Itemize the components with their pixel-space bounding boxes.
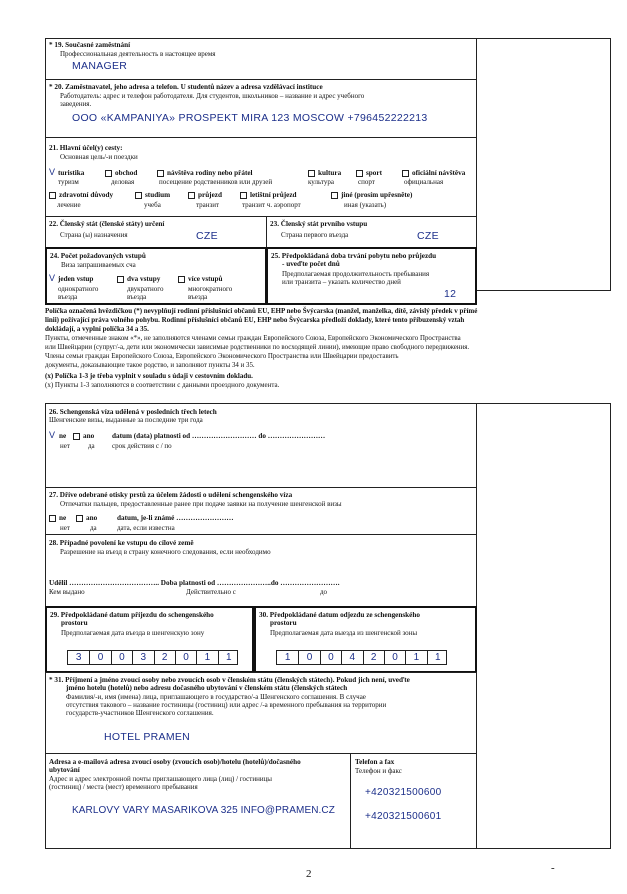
s21-opt-other-ru: иная (указать) bbox=[344, 201, 387, 209]
s21-opt-family: návštěva rodiny nebo přátel bbox=[167, 169, 253, 177]
s30-title1: 30. Předpokládané datum odjezdu ze schengenského bbox=[259, 611, 420, 619]
notice-x-cz: (x) Políčka 1-3 je třeba vyplnit v souladu s údaji v cestovním dokladu. bbox=[45, 372, 253, 380]
s21-opt-business-ru: деловая bbox=[111, 178, 135, 186]
notice-ru-4: документы, доказывающие такое родство, и заполняют пункты 34 и 35. bbox=[45, 362, 255, 369]
s26-no-label: ne bbox=[59, 432, 67, 440]
s24-opt-double: dva vstupy bbox=[127, 275, 161, 283]
s21-family-checkbox[interactable] bbox=[157, 170, 164, 177]
s29-date-digit[interactable]: 2 bbox=[154, 651, 175, 665]
s30-departure-date-field[interactable] bbox=[276, 650, 447, 665]
s25-days-value[interactable]: 12 bbox=[444, 288, 457, 300]
s21-opt-airport-transit: letištní průjezd bbox=[250, 191, 297, 199]
s21-study-checkbox[interactable] bbox=[135, 192, 142, 199]
s21-opt-other: jiné (prosím upřesněte) bbox=[341, 191, 413, 199]
s21-opt-study: studium bbox=[145, 191, 171, 199]
s27-no-label: ne bbox=[59, 514, 67, 522]
s21-opt-medical-ru: лечение bbox=[57, 201, 81, 209]
s29-date-digit[interactable]: 3 bbox=[132, 651, 153, 665]
s24-double-checkbox[interactable] bbox=[117, 276, 124, 283]
official-use-column-lower bbox=[476, 403, 611, 849]
s22-ru: Страна (ы) назначения bbox=[60, 231, 128, 239]
s30-ru: Предполагаемая дата выезда из шенгенской зоны bbox=[270, 629, 418, 637]
s27-no-checkbox[interactable] bbox=[49, 515, 56, 522]
s30-date-digit[interactable]: 1 bbox=[284, 652, 291, 663]
s19-occupation-value[interactable]: MANAGER bbox=[72, 60, 128, 72]
section-22 bbox=[45, 216, 267, 248]
s24-opt-multiple-ru1: многократного bbox=[188, 285, 233, 293]
s26-validity-line[interactable]: datum (data) platnosti od ……………………… do …………………… bbox=[112, 432, 326, 440]
s20-title: * 20. Zaměstnavatel, jeho adresa a telefon. U studentů název a adresa vzdělávací instituce bbox=[49, 83, 323, 91]
s21-opt-sport: sport bbox=[366, 169, 382, 177]
s22-destination-value[interactable]: CZE bbox=[196, 230, 218, 242]
section-21 bbox=[45, 137, 477, 217]
s26-yes-ru: да bbox=[88, 442, 95, 450]
notice-ru-2: или Швейцарии (супруг/-а, дети или экономически зависимые родственники по восходящей линии), имеющие право свободного передвижения. bbox=[45, 344, 470, 351]
s26-ru: Шенгенские визы, выданные за последние три года bbox=[49, 416, 203, 424]
s30-title2: prostoru bbox=[270, 619, 297, 627]
s28-ru: Разрешение на въезд в страну конечного следования, если необходимо bbox=[60, 548, 271, 556]
addr-title2: ubytování bbox=[49, 766, 80, 774]
s26-title: 26. Schengenská víza udělená v posledních třech letech bbox=[49, 408, 217, 416]
s24-opt-double-ru2: въезда bbox=[127, 293, 147, 301]
s20-employer-value[interactable]: ООО «KAMPANIYA» PROSPEKT MIRA 123 MOSCOW +796452222213 bbox=[72, 112, 428, 124]
s21-opt-airport-transit-ru: транзит ч. аэропорт bbox=[242, 201, 301, 209]
s29-date-digit[interactable]: 0 bbox=[89, 651, 110, 665]
addr-value[interactable]: KARLOVY VARY MASARIKOVA 325 INFO@PRAMEN.CZ bbox=[72, 805, 335, 816]
s25-title1: 25. Předpokládaná doba trvání pobytu nebo průjezdu bbox=[271, 252, 437, 260]
s21-medical-checkbox[interactable] bbox=[49, 192, 56, 199]
s25-title2: - uveďte počet dnů bbox=[282, 260, 340, 268]
page-number: 2 bbox=[306, 868, 312, 880]
s21-title: 21. Hlavní účel(y) cesty: bbox=[49, 144, 123, 152]
s28-permit-line[interactable]: Udělil ……………………………….. Doba platnosti od …………………..do ……………………. bbox=[49, 579, 340, 587]
s21-opt-culture-ru: культура bbox=[308, 178, 334, 186]
s24-opt-multiple-ru2: въезда bbox=[188, 293, 208, 301]
phone-value-1[interactable]: +420321500600 bbox=[365, 787, 442, 798]
s27-date-line[interactable]: datum, je-li známé …………………… bbox=[117, 514, 234, 522]
s24-opt-multiple: více vstupů bbox=[188, 275, 223, 283]
section-26 bbox=[45, 403, 477, 488]
s23-first-entry-value[interactable]: CZE bbox=[417, 230, 439, 242]
s31-ru1: Фамилия/-и, имя (имена) лица, приглашающего в государство/-а Шенгенского соглашения. В случае bbox=[66, 693, 366, 701]
s26-yes-checkbox[interactable] bbox=[73, 433, 80, 440]
section-20 bbox=[45, 79, 477, 138]
addr-title1: Adresa a e-mailová adresa zvoucí osoby (zvoucích osob)/hotelu (hotelů)/dočasného bbox=[49, 758, 301, 766]
s31-title1: * 31. Příjmení a jméno zvoucí osoby nebo zvoucích osob v členském státu (členských státech). Pokud jich není, uveďte bbox=[49, 676, 410, 684]
section-29 bbox=[45, 606, 254, 673]
s19-title: * 19. Současné zaměstnání bbox=[49, 41, 131, 49]
phone-title: Telefon a fax bbox=[355, 758, 395, 766]
s30-date-digit[interactable]: 1 bbox=[427, 651, 448, 665]
section-23 bbox=[266, 216, 477, 248]
s25-ru2: или транзита – указать количество дней bbox=[282, 278, 401, 286]
s24-multiple-checkbox[interactable] bbox=[178, 276, 185, 283]
s20-ru1: Работодатель: адрес и телефон работодателя. Для студентов, школьников – название и адрес учебного bbox=[60, 92, 365, 100]
s21-opt-business: obchod bbox=[115, 169, 138, 177]
s24-single-checkbox[interactable]: V bbox=[49, 273, 56, 283]
s21-opt-medical: zdravotní důvody bbox=[59, 191, 114, 199]
s30-date-digit[interactable]: 2 bbox=[363, 651, 384, 665]
s31-ru3: государств-участников Шенгенского соглашения. bbox=[66, 709, 214, 717]
s31-inviting-party-value[interactable]: HOTEL PRAMEN bbox=[104, 731, 191, 743]
s21-airport-transit-checkbox[interactable] bbox=[240, 192, 247, 199]
notice-cz-2: linii) požívající práva volného pohybu. Rodinní příslušníci občanů EU, EHP nebo Švýcarska předloží doklady, které tento příbuzenský vztah bbox=[45, 316, 465, 324]
s29-arrival-date-field[interactable] bbox=[67, 650, 238, 665]
s30-date-digit[interactable]: 1 bbox=[405, 651, 426, 665]
s21-official-checkbox[interactable] bbox=[402, 170, 409, 177]
section-27 bbox=[45, 487, 477, 535]
s27-yes-label: ano bbox=[86, 514, 98, 522]
s21-other-checkbox[interactable] bbox=[331, 192, 338, 199]
s21-tourism-checkbox[interactable]: V bbox=[49, 167, 56, 177]
s24-opt-double-ru1: двукратного bbox=[127, 285, 164, 293]
s19-ru: Профессиональная деятельность в настоящее время bbox=[60, 50, 216, 58]
s30-date-digit[interactable]: 0 bbox=[384, 651, 405, 665]
address-block bbox=[45, 753, 351, 849]
s30-date-digit[interactable]: 0 bbox=[320, 651, 341, 665]
s21-opt-tourism-ru: туризм bbox=[58, 178, 79, 186]
s24-title: 24. Počet požadovaných vstupů bbox=[50, 252, 146, 260]
notice-x-ru: (x) Пункты 1-3 заполняются в соответствии с данными проездного документа. bbox=[45, 381, 280, 389]
s24-ru: Виза запрашиваемых сча bbox=[61, 261, 136, 269]
s28-valid-ru: Действительно с bbox=[186, 588, 236, 596]
s21-opt-sport-ru: спорт bbox=[358, 178, 375, 186]
s24-opt-single: jeden vstup bbox=[58, 275, 94, 283]
s23-title: 23. Členský stát prvního vstupu bbox=[270, 220, 368, 228]
notice-ru-3: Члены семьи граждан Европейского Союза, Европейского Экономического Пространства или Швейцарии предоставить bbox=[45, 353, 399, 360]
notice-cz-3: dokládají, a vyplní políčka 34 a 35. bbox=[45, 325, 149, 333]
section-25 bbox=[266, 247, 477, 305]
notice-cz-1: Políčka označená hvězdičkou (*) nevyplňují rodinní příslušníci občanů EU, EHP nebo Švýcarska (manžel, manželka, dítě, závislý předek v přímé bbox=[45, 307, 478, 315]
s27-yes-ru: да bbox=[90, 524, 97, 532]
s31-title2: jméno hotelu (hotelů) nebo adresu dočasného ubytování v členském státu (členských státech bbox=[66, 684, 348, 692]
s28-issued-ru: Кем выдано bbox=[49, 588, 85, 596]
s30-date-digit[interactable]: 0 bbox=[298, 651, 319, 665]
s28-to-ru: до bbox=[320, 588, 328, 596]
addr-ru2: (гостиниц) / места (мест) временного пребывания bbox=[49, 783, 198, 791]
s26-no-ru: нет bbox=[60, 442, 70, 450]
s20-ru2: заведения. bbox=[60, 100, 92, 108]
s29-date-digit[interactable]: 3 bbox=[75, 652, 82, 663]
s21-opt-transit-ru: транзит bbox=[196, 201, 220, 209]
s26-validity-ru: срок действия с / по bbox=[112, 442, 172, 450]
s25-ru1: Предполагаемая продолжительность пребывания bbox=[282, 270, 430, 278]
s26-no-checkbox[interactable]: V bbox=[49, 430, 56, 440]
s21-opt-family-ru: посещение родственников или друзей bbox=[159, 178, 273, 186]
s29-ru: Предполагаемая дата въезда в шенгенскую зону bbox=[61, 629, 205, 637]
s27-date-ru: дата, если известна bbox=[117, 524, 175, 532]
s21-opt-official: oficiální návštěva bbox=[412, 169, 466, 177]
s21-opt-culture: kultura bbox=[318, 169, 342, 177]
s21-ru: Основная цель/-и поездки bbox=[60, 153, 138, 161]
s30-date-digit[interactable]: 4 bbox=[341, 651, 362, 665]
s31-ru2: отсутствия такового – название гостиницы (гостиниц) или адрес /-а временного пребывания на территории bbox=[66, 701, 387, 709]
s29-date-digit[interactable]: 1 bbox=[218, 651, 239, 665]
s29-title2: prostoru bbox=[61, 619, 88, 627]
s21-transit-checkbox[interactable] bbox=[188, 192, 195, 199]
section-19 bbox=[45, 38, 477, 80]
s24-opt-single-ru1: однократного bbox=[58, 285, 99, 293]
footer-mark: - bbox=[551, 862, 555, 874]
s21-business-checkbox[interactable] bbox=[105, 170, 112, 177]
s29-date-digit[interactable]: 0 bbox=[111, 651, 132, 665]
phone-value-2[interactable]: +420321500601 bbox=[365, 811, 442, 822]
section-28 bbox=[45, 534, 477, 607]
s21-opt-tourism: turistika bbox=[58, 169, 85, 177]
s27-ru: Отпечатки пальцев, предоставленные ранее при подаче заявки на получение шенгенской визы bbox=[60, 500, 342, 508]
official-use-column bbox=[476, 38, 611, 291]
s27-title: 27. Dříve odebrané otisky prstů za účelem žádosti o udělení schengenského víza bbox=[49, 491, 293, 499]
s21-culture-checkbox[interactable] bbox=[308, 170, 315, 177]
s27-no-ru: нет bbox=[60, 524, 70, 532]
notice-ru-1: Пункты, отмеченные знаком «*», не заполняются членами семьи граждан Европейского Союза, Европейского Экономического Пространства bbox=[45, 335, 461, 342]
s28-title: 28. Případné povolení ke vstupu do cílové země bbox=[49, 539, 194, 547]
phone-block bbox=[350, 753, 477, 849]
s21-opt-official-ru: официальная bbox=[404, 178, 444, 186]
section-30 bbox=[254, 606, 477, 673]
addr-ru1: Адрес и адрес электронной почты приглашающего лица (лиц) / гостиницы bbox=[49, 775, 273, 783]
section-24 bbox=[45, 247, 267, 305]
section-31 bbox=[45, 672, 477, 754]
s21-opt-transit: průjezd bbox=[198, 191, 222, 199]
s21-sport-checkbox[interactable] bbox=[356, 170, 363, 177]
s22-title: 22. Členský stát (členské státy) určení bbox=[49, 220, 165, 228]
s27-yes-checkbox[interactable] bbox=[76, 515, 83, 522]
s29-date-digit[interactable]: 1 bbox=[196, 651, 217, 665]
s24-opt-single-ru2: въезда bbox=[58, 293, 78, 301]
s29-date-digit[interactable]: 0 bbox=[175, 651, 196, 665]
s21-opt-study-ru: учеба bbox=[144, 201, 161, 209]
s26-yes-label: ano bbox=[83, 432, 95, 440]
s23-ru: Страна первого въезда bbox=[281, 231, 349, 239]
phone-ru: Телефон и факс bbox=[355, 767, 402, 775]
s29-title1: 29. Předpokládané datum příjezdu do schengenského bbox=[50, 611, 214, 619]
